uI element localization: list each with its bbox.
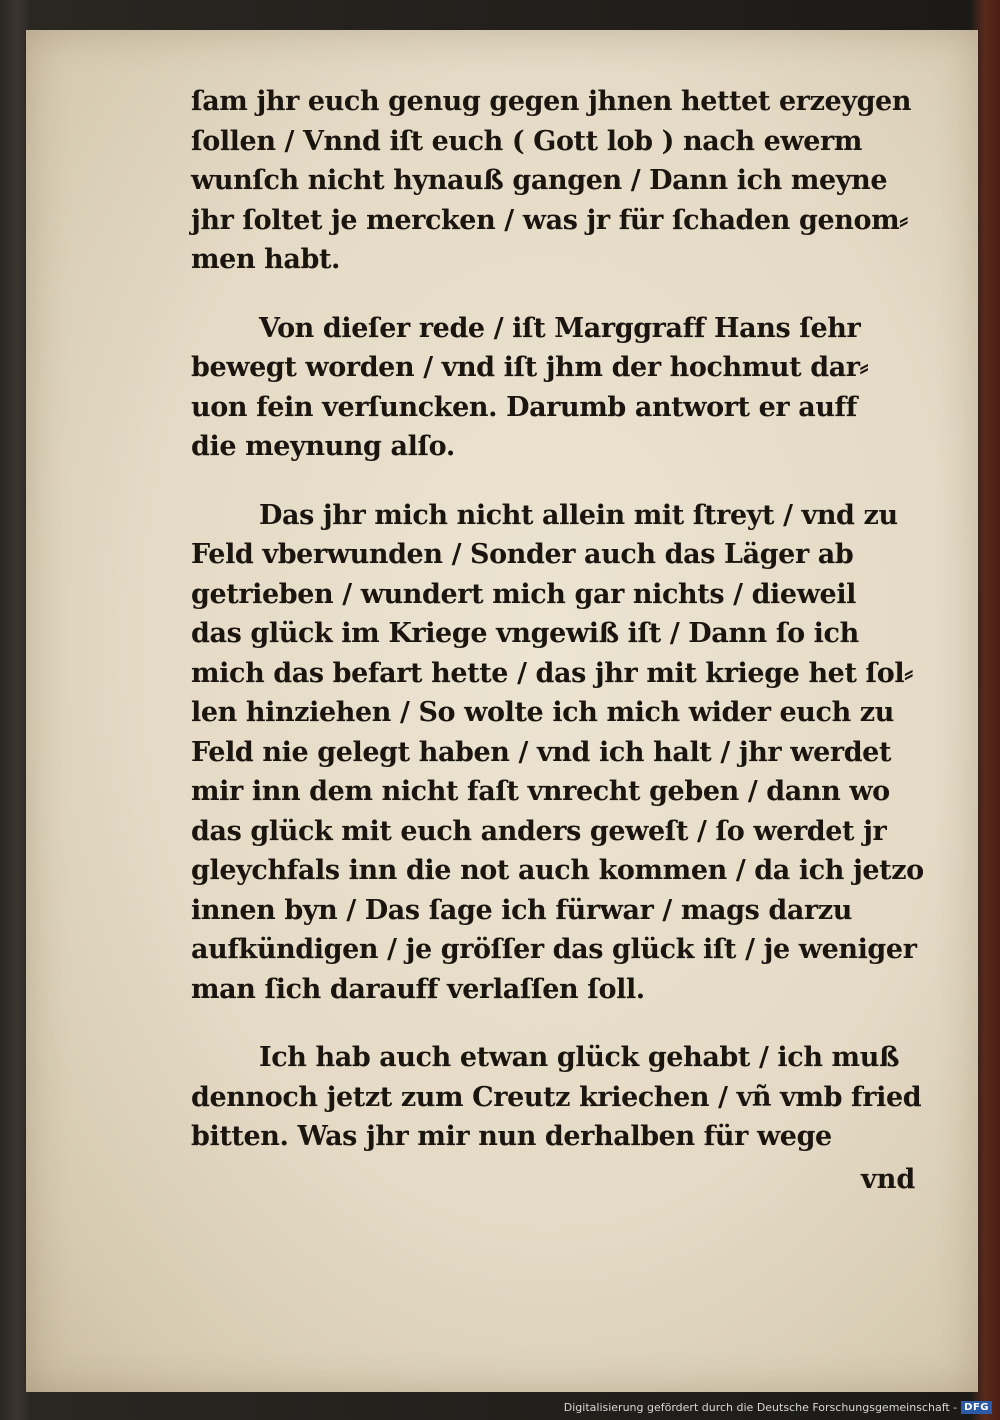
- dfg-logo-icon: DFG: [961, 1401, 992, 1414]
- text-line: das glück mit euch anders geweſt / ſo werdet jr: [191, 815, 887, 847]
- paragraph-3: [191, 496, 924, 1010]
- text-line: len hinziehen / So wolte ich mich wider euch zu: [191, 697, 894, 728]
- catchword: vnd: [861, 1164, 916, 1195]
- text-line: getrieben / wundert mich gar nichts / dieweil: [191, 578, 857, 610]
- credit-text: Digitalisierung gefördert durch die Deutsche Forschungsgemeinschaft -: [563, 1401, 958, 1414]
- digitization-credit: [564, 1401, 992, 1414]
- text-line: man ſich darauff verlaſſen ſoll.: [191, 973, 645, 1005]
- paragraph-gap: [191, 1009, 911, 1038]
- text-line: innen byn / Das ſage ich fürwar / mags darzu: [191, 894, 852, 926]
- paragraph-2: [191, 309, 911, 467]
- text-line: bitten. Was jhr mir nun derhalben für wege: [191, 1121, 832, 1152]
- page-text: [191, 82, 924, 1157]
- paragraph-gap: [191, 280, 911, 309]
- text-line: Feld vberwunden / Sonder auch das Läger ab: [191, 539, 854, 570]
- text-line: Von dieſer rede / iſt Marggraff Hans ſehr: [259, 312, 861, 344]
- text-line: dennoch jetzt zum Creutz kriechen / vñ vmb fried: [191, 1081, 922, 1113]
- text-line: ſollen / Vnnd iſt euch ( Gott lob ) nach ewerm: [191, 125, 863, 157]
- text-line: mich das befart hette / das jhr mit kriege het ſol⸗: [191, 657, 913, 689]
- text-line: jhr ſoltet je mercken / was jr für ſchaden genom⸗: [191, 204, 908, 236]
- paragraph-1: [191, 82, 911, 280]
- paragraph-4: [191, 1038, 922, 1157]
- book-page: [26, 30, 978, 1392]
- text-line: uon fein verſuncken. Darumb antwort er auff: [191, 391, 857, 423]
- text-line: Feld nie gelegt haben / vnd ich halt / jhr werdet: [191, 736, 892, 768]
- text-line: wunſch nicht hynauß gangen / Dann ich meyne: [191, 165, 888, 196]
- text-line: Ich hab auch etwan glück gehabt / ich muß: [259, 1042, 900, 1073]
- text-line: die meynung alſo.: [191, 431, 455, 462]
- text-line: bewegt worden / vnd iſt jhm der hochmut dar⸗: [191, 352, 869, 383]
- text-line: das glück im Kriege vngewiß iſt / Dann ſo ich: [191, 618, 859, 649]
- paragraph-gap: [191, 467, 911, 496]
- text-line: aufkündigen / je gröſſer das glück iſt / je weniger: [191, 934, 917, 965]
- text-line: Das jhr mich nicht allein mit ſtreyt / vnd zu: [259, 499, 898, 531]
- text-line: men habt.: [191, 244, 341, 275]
- text-line: ſam jhr euch genug gegen jhnen hettet erzeygen: [191, 86, 912, 117]
- text-line: gleychfals inn die not auch kommen / da ich jetzo: [191, 855, 924, 886]
- text-line: mir inn dem nicht faſt vnrecht geben / dann wo: [191, 776, 890, 807]
